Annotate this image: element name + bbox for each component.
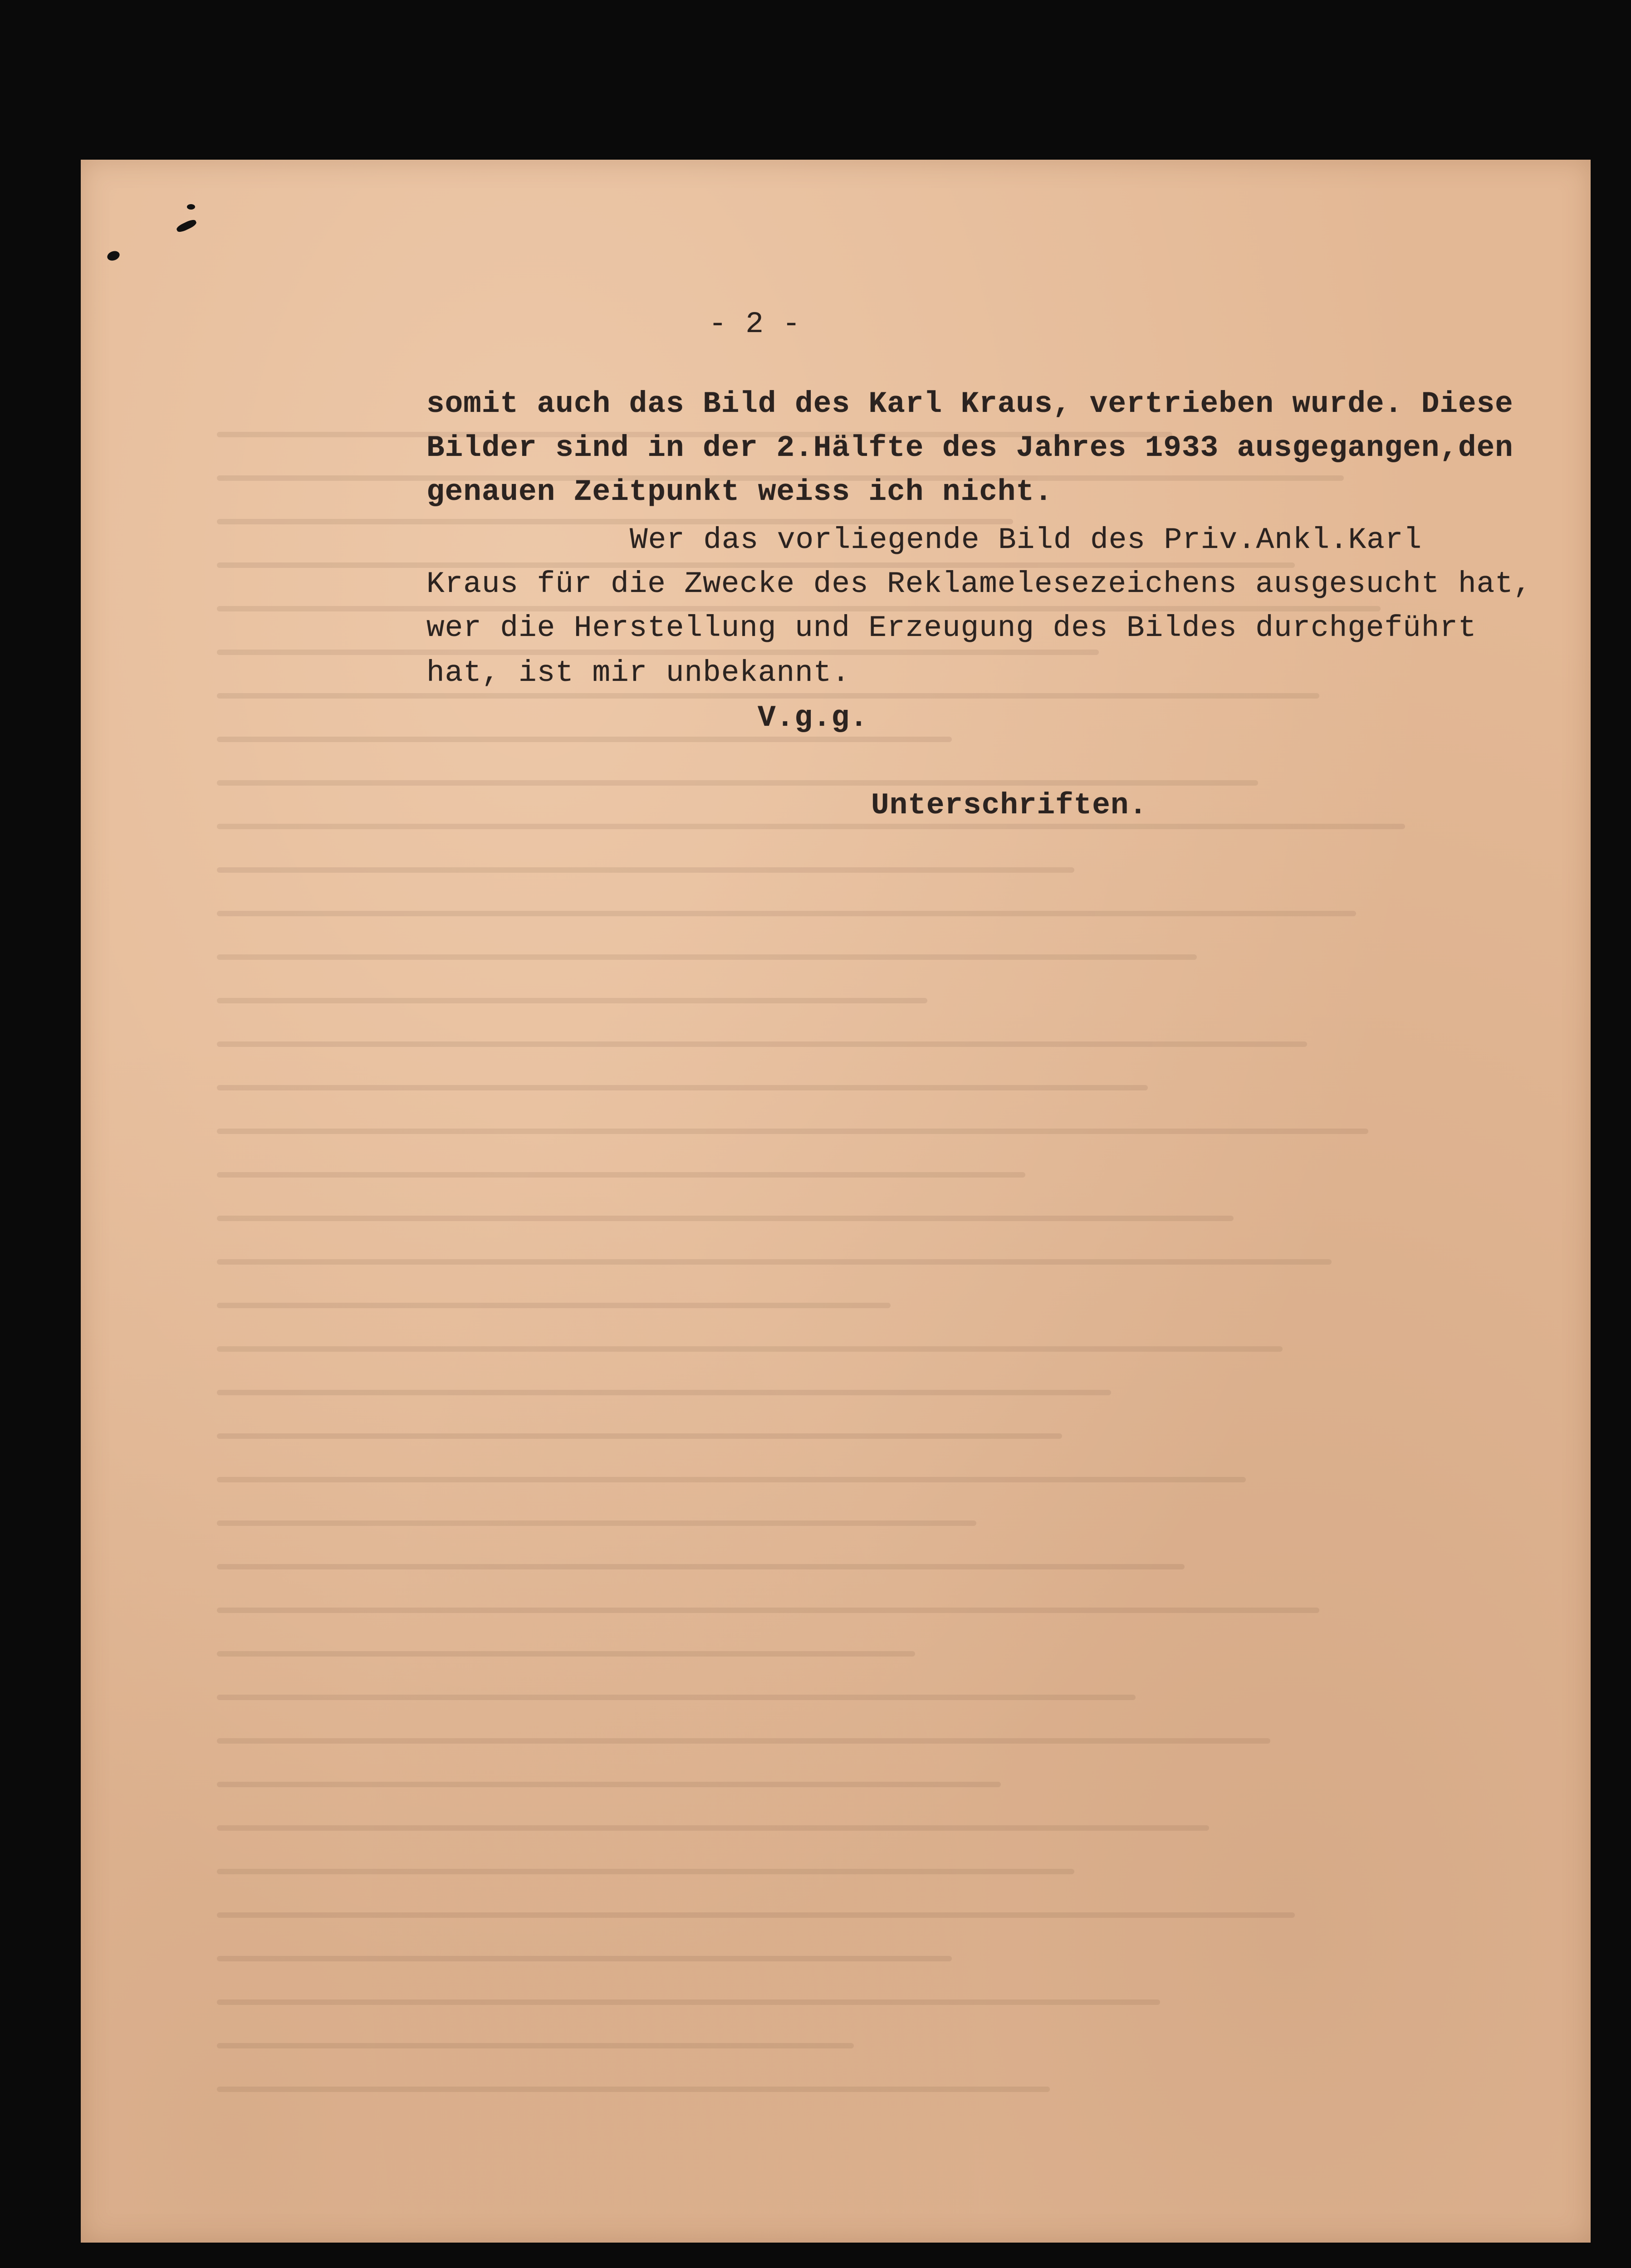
- body-line: Kraus für die Zwecke des Reklamelesezeichens ausgesucht hat,: [426, 567, 1532, 601]
- signature-note: Unterschriften.: [871, 788, 1148, 822]
- bleed-through-texture: [217, 432, 1442, 2156]
- body-line: Bilder sind in der 2.Hälfte des Jahres 1933 ausgegangen,den: [426, 431, 1513, 465]
- body-line: genauen Zeitpunkt weiss ich nicht.: [426, 475, 1053, 509]
- body-line: wer die Herstellung und Erzeugung des Bildes durchgeführt: [426, 611, 1477, 645]
- document-page: [81, 160, 1591, 2243]
- ink-blot-mark: [187, 204, 195, 210]
- page-number: - 2 -: [709, 307, 801, 341]
- body-line: hat, ist mir unbekannt.: [426, 656, 850, 690]
- body-line: somit auch das Bild des Karl Kraus, vertrieben wurde. Diese: [426, 387, 1513, 421]
- closing-abbreviation: V.g.g.: [758, 701, 868, 735]
- body-line: Wer das vorliegende Bild des Priv.Ankl.Karl: [630, 523, 1422, 557]
